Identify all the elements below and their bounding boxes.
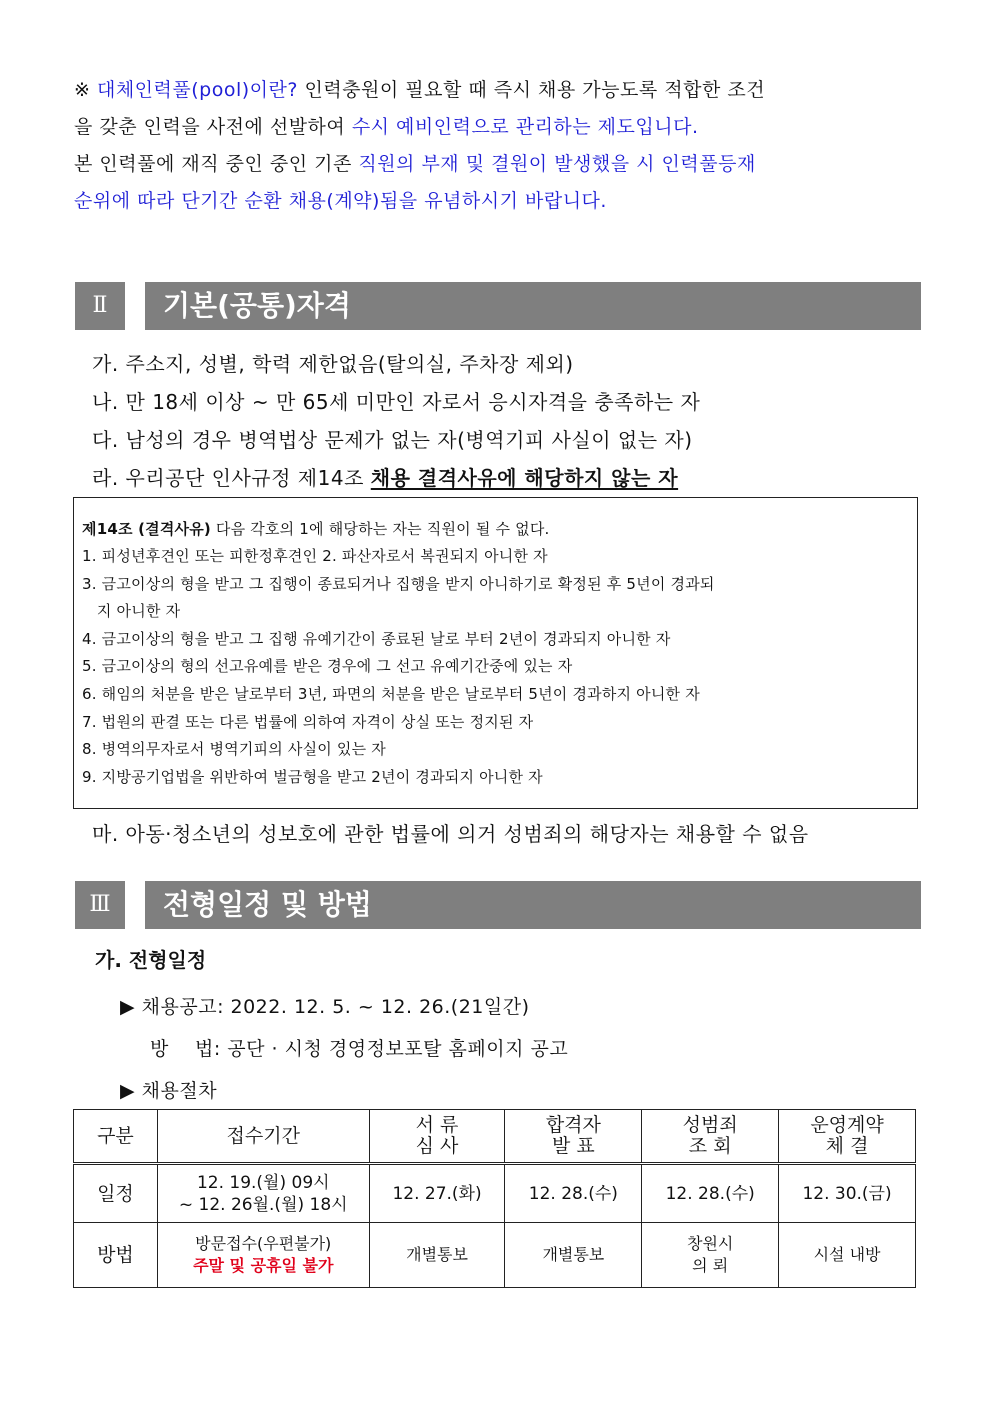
article-intro: 다음 각호의 1에 해당하는 자는 직원이 될 수 없다. [210, 520, 550, 538]
qualification-item: 다. 남성의 경우 병역법상 문제가 없는 자(병역기피 사실이 없는 자) [92, 428, 693, 452]
qualification-item: 가. 주소지, 성별, 학력 제한없음(탈의실, 주차장 제외) [92, 352, 574, 376]
intro-line-1 [74, 72, 924, 109]
disqualification-line: 9. 지방공기업법을 위반하여 벌금형을 받고 2년이 경과되지 아니한 자 [82, 768, 543, 786]
table-cell: 창원시 의 뢰 [642, 1223, 779, 1288]
pool-definition-term: 대체인력풀(pool)이란? [96, 79, 298, 101]
table-cell [157, 1223, 369, 1288]
disqualification-line: 6. 해임의 처분을 받은 날로부터 3년, 파면의 처분을 받은 날로부터 5년이 경과하지 아니한 자 [82, 685, 700, 703]
procedure-label: ▶ 채용절차 [120, 1080, 218, 1102]
recruitment-notice-period: ▶ 채용공고: 2022. 12. 5. ~ 12. 26.(21일간) [120, 996, 530, 1018]
header-cell: 접수기간 [157, 1110, 369, 1164]
schedule-subheading: 가. 전형일정 [95, 948, 207, 972]
disqualification-line: 지 아니한 자 [82, 602, 181, 620]
table-cell: 시설 내방 [779, 1223, 916, 1288]
visit-application: 방문접수(우편불가) [195, 1234, 332, 1253]
row-label: 방법 [74, 1223, 158, 1288]
procedure-table [73, 1109, 916, 1288]
intro-text: 을 갖춘 인력을 사전에 선발하여 [74, 116, 352, 138]
table-cell: 12. 28.(수) [505, 1164, 642, 1223]
qualification-item: 나. 만 18세 이상 ~ 만 65세 미만인 자로서 응시자격을 충족하는 자 [92, 390, 701, 414]
table-cell: 개별통보 [505, 1223, 642, 1288]
section-title: 기본(공통)자격 [145, 282, 921, 330]
intro-line-3 [74, 146, 924, 183]
note-mark: ※ [74, 79, 97, 101]
intro-line-4 [74, 183, 924, 220]
qualification-item [92, 462, 678, 491]
intro-paragraph [74, 72, 924, 220]
section-number: Ⅱ [75, 282, 125, 330]
qualification-item: 마. 아동·청소년의 성보호에 관한 법률에 의거 성범죄의 해당자는 채용할 수 없음 [92, 822, 809, 846]
disqualification-box [73, 497, 918, 809]
row-label: 일정 [74, 1164, 158, 1223]
intro-line-2 [74, 109, 924, 146]
table-cell: 12. 19.(월) 09시 ~ 12. 26월.(월) 18시 [157, 1164, 369, 1223]
article-heading: 제14조 (결격사유) [82, 520, 211, 538]
intro-highlight: 직원의 부재 및 결원이 발생했을 시 인력풀등재 [358, 153, 756, 175]
disqualification-line: 5. 금고이상의 형의 선고유예를 받은 경우에 그 선고 유예기간중에 있는 자 [82, 657, 573, 675]
header-cell: 성범죄 조 회 [642, 1110, 779, 1164]
table-cell: 개별통보 [369, 1223, 505, 1288]
weekend-warning: 주말 및 공휴일 불가 [193, 1256, 334, 1275]
table-cell: 12. 30.(금) [779, 1164, 916, 1223]
header-cell: 구분 [74, 1110, 158, 1164]
intro-highlight: 수시 예비인력으로 관리하는 제도입니다. [351, 116, 699, 138]
table-cell: 12. 27.(화) [369, 1164, 505, 1223]
section-2-header [75, 282, 921, 330]
section-3-header [75, 881, 921, 929]
header-cell: 운영계약 체 결 [779, 1110, 916, 1164]
header-cell: 합격자 발 표 [505, 1110, 642, 1164]
intro-highlight: 순위에 따라 단기간 순환 채용(계약)됨을 유념하시기 바랍니다. [74, 190, 607, 212]
table-cell: 12. 28.(수) [642, 1164, 779, 1223]
table-row [74, 1164, 916, 1223]
notice-method: 방 법: 공단 · 시청 경영정보포탈 홈페이지 공고 [150, 1038, 569, 1060]
disqualification-line: 1. 피성년후견인 또는 피한정후견인 2. 파산자로서 복권되지 아니한 자 [82, 547, 548, 565]
section-number: Ⅲ [75, 881, 125, 929]
disqualification-line: 4. 금고이상의 형을 받고 그 집행 유예기간이 종료된 날로 부터 2년이 경과되지 아니한 자 [82, 630, 671, 648]
intro-text: 본 인력풀에 재직 중인 중인 기존 [74, 153, 359, 175]
disqualification-emphasis: 채용 결격사유에 해당하지 않는 자 [370, 466, 679, 490]
table-header-row [74, 1110, 916, 1164]
table-row [74, 1223, 916, 1288]
intro-text: 인력충원이 필요할 때 즉시 채용 가능도록 적합한 조건 [297, 79, 766, 101]
disqualification-line: 3. 금고이상의 형을 받고 그 집행이 종료되거나 집행을 받지 아니하기로 확정된 후 5년이 경과되 [82, 575, 715, 593]
qualification-text: 라. 우리공단 인사규정 제14조 [92, 466, 371, 490]
box-heading-line [82, 518, 550, 539]
disqualification-line: 8. 병역의무자로서 병역기피의 사실이 있는 자 [82, 740, 386, 758]
section-title: 전형일정 및 방법 [145, 881, 921, 929]
disqualification-line: 7. 법원의 판결 또는 다른 법률에 의하여 자격이 상실 또는 정지된 자 [82, 713, 534, 731]
header-cell: 서 류 심 사 [369, 1110, 505, 1164]
